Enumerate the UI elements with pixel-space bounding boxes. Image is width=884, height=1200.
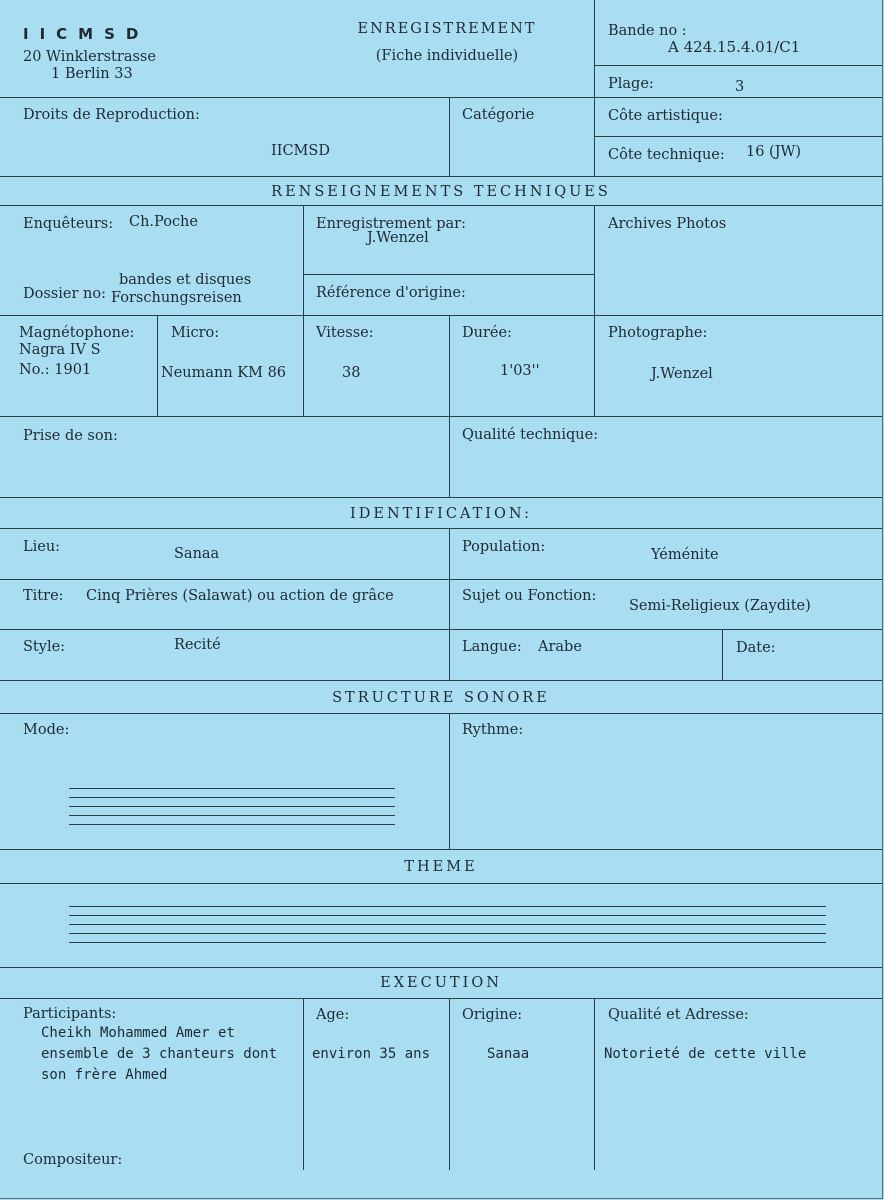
cote-artistique-label: Côte artistique: bbox=[608, 108, 723, 124]
compositeur-label: Compositeur: bbox=[23, 1152, 123, 1168]
bande-plage-divider bbox=[594, 65, 882, 66]
col-divider bbox=[303, 315, 304, 416]
row-divider bbox=[0, 205, 882, 206]
enqueteurs-value: Ch.Poche bbox=[129, 214, 198, 230]
participants-label: Participants: bbox=[23, 1006, 117, 1022]
row-divider bbox=[0, 97, 882, 98]
participants-line-1: Cheikh Mohammed Amer et bbox=[41, 1025, 235, 1041]
archives-photos-label: Archives Photos bbox=[608, 216, 727, 232]
magnetophone-label: Magnétophone: bbox=[19, 325, 135, 341]
style-value: Recité bbox=[174, 637, 221, 653]
cote-technique-label: Côte technique: bbox=[608, 147, 725, 163]
row-divider bbox=[0, 629, 882, 630]
cote-divider bbox=[594, 136, 882, 137]
mode-label: Mode: bbox=[23, 722, 70, 738]
enqueteurs-label: Enquêteurs: bbox=[23, 216, 114, 232]
date-divider bbox=[722, 629, 723, 680]
theme-rule bbox=[69, 942, 826, 943]
org-name: IICMSD bbox=[23, 25, 150, 43]
sujet-label: Sujet ou Fonction: bbox=[462, 588, 597, 604]
cote-technique-value: 16 (JW) bbox=[746, 144, 802, 160]
mode-rule bbox=[69, 824, 395, 825]
form-title: ENREGISTREMENT bbox=[357, 21, 537, 37]
population-label: Population: bbox=[462, 539, 546, 555]
langue-value: Arabe bbox=[538, 639, 582, 655]
col-divider bbox=[449, 528, 450, 680]
participants-line-3: son frère Ahmed bbox=[41, 1067, 168, 1083]
row-divider bbox=[0, 967, 882, 968]
col-divider bbox=[594, 205, 595, 416]
rythme-label: Rythme: bbox=[462, 722, 524, 738]
col-divider bbox=[157, 315, 158, 416]
mode-rule bbox=[69, 815, 395, 816]
duree-label: Durée: bbox=[462, 325, 512, 341]
langue-label: Langue: bbox=[462, 639, 522, 655]
bande-label: Bande no : bbox=[608, 23, 687, 39]
categorie-label: Catégorie bbox=[462, 107, 535, 123]
vitesse-value: 38 bbox=[342, 365, 361, 381]
row-divider bbox=[0, 713, 882, 714]
qualite-technique-label: Qualité technique: bbox=[462, 427, 599, 443]
col-divider bbox=[303, 205, 304, 315]
reference-origine-label: Référence d'origine: bbox=[316, 285, 466, 301]
age-label: Age: bbox=[316, 1007, 350, 1023]
vitesse-label: Vitesse: bbox=[316, 325, 374, 341]
theme-rule bbox=[69, 933, 826, 934]
col-divider bbox=[449, 998, 450, 1170]
titre-label: Titre: bbox=[23, 588, 64, 604]
participants-line-2: ensemble de 3 chanteurs dont bbox=[41, 1046, 278, 1062]
section-title-theme: THEME bbox=[404, 859, 478, 875]
age-value: environ 35 ans bbox=[312, 1046, 431, 1062]
prise-de-son-label: Prise de son: bbox=[23, 428, 118, 444]
style-label: Style: bbox=[23, 639, 66, 655]
dossier-value-line-1: bandes et disques bbox=[119, 272, 252, 288]
droits-value: IICMSD bbox=[271, 143, 330, 159]
row-divider bbox=[0, 528, 882, 529]
address-line-1: 20 Winklerstrasse bbox=[23, 49, 156, 65]
mode-rule bbox=[69, 806, 395, 807]
row-divider bbox=[0, 416, 882, 417]
row-divider bbox=[0, 315, 882, 316]
col-divider bbox=[303, 998, 304, 1170]
row-divider bbox=[0, 579, 882, 580]
date-label: Date: bbox=[736, 640, 776, 656]
theme-rule bbox=[69, 924, 826, 925]
lieu-value: Sanaa bbox=[174, 546, 220, 562]
plage-value: 3 bbox=[735, 79, 745, 95]
micro-label: Micro: bbox=[171, 325, 220, 341]
lieu-label: Lieu: bbox=[23, 539, 61, 555]
population-value: Yéménite bbox=[651, 547, 719, 563]
micro-value: Neumann KM 86 bbox=[161, 365, 287, 381]
sujet-value: Semi-Religieux (Zaydite) bbox=[629, 598, 811, 614]
photographe-label: Photographe: bbox=[608, 325, 708, 341]
mode-rule bbox=[69, 788, 395, 789]
section-title-execution: EXECUTION bbox=[380, 975, 502, 991]
section-title-technical: RENSEIGNEMENTS TECHNIQUES bbox=[271, 184, 611, 200]
categorie-divider bbox=[449, 97, 450, 176]
section-title-structure: STRUCTURE SONORE bbox=[332, 690, 550, 706]
dossier-label: Dossier no: bbox=[23, 286, 106, 302]
row-divider bbox=[0, 680, 882, 681]
origine-label: Origine: bbox=[462, 1007, 523, 1023]
duree-value: 1'03'' bbox=[500, 363, 540, 379]
photographe-value: J.Wenzel bbox=[651, 366, 713, 382]
row-divider bbox=[0, 849, 882, 850]
qualite-adresse-label: Qualité et Adresse: bbox=[608, 1007, 749, 1023]
address-line-2: 1 Berlin 33 bbox=[51, 66, 133, 82]
section-title-identification: IDENTIFICATION: bbox=[350, 506, 532, 522]
plage-label: Plage: bbox=[608, 76, 654, 92]
col-divider bbox=[594, 998, 595, 1170]
reference-divider bbox=[303, 274, 594, 275]
enregistrement-par-label: Enregistrement par: bbox=[316, 216, 466, 232]
row-divider bbox=[0, 998, 882, 999]
form-subtitle: (Fiche individuelle) bbox=[375, 48, 519, 64]
theme-rule bbox=[69, 915, 826, 916]
col-divider bbox=[449, 315, 450, 497]
magnetophone-number: No.: 1901 bbox=[19, 362, 92, 378]
magnetophone-value: Nagra IV S bbox=[19, 342, 101, 358]
dossier-value-line-2: Forschungsreisen bbox=[111, 290, 242, 306]
mode-rule bbox=[69, 797, 395, 798]
row-divider bbox=[0, 883, 882, 884]
droits-label: Droits de Reproduction: bbox=[23, 107, 200, 123]
col-divider bbox=[449, 713, 450, 849]
origine-value: Sanaa bbox=[487, 1046, 530, 1062]
row-divider bbox=[0, 176, 882, 177]
row-divider bbox=[0, 497, 882, 498]
qualite-adresse-value: Notorieté de cette ville bbox=[604, 1046, 807, 1062]
theme-rule bbox=[69, 906, 826, 907]
enregistrement-par-value: J.Wenzel bbox=[367, 230, 429, 246]
bande-value: A 424.15.4.01/C1 bbox=[668, 38, 801, 56]
titre-value: Cinq Prières (Salawat) ou action de grâce bbox=[86, 588, 394, 604]
